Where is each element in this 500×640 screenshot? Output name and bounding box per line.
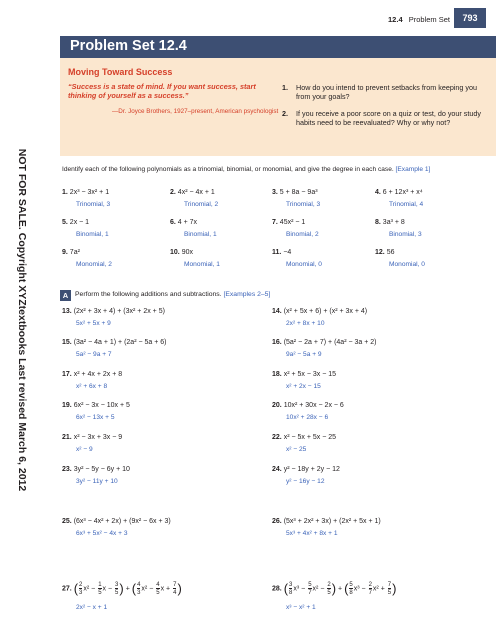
term: x² − [83,585,96,593]
operation-problem [272,308,367,315]
denominator: 8 [349,589,353,596]
problem-expression: (3a² − 4a + 1) + (2a² − 5a + 6) [73,339,167,346]
denominator: 5 [98,589,102,596]
fraction [289,582,292,596]
problem-expression: 45x² − 1 [279,219,306,226]
term: x + [160,585,171,593]
numerator: 5 [349,581,353,588]
problem-number: 3. [272,189,278,196]
classify-answer: Binomial, 1 [184,231,217,238]
denominator: 5 [327,589,331,596]
problem-number: 9. [62,249,68,256]
problem-27 [62,581,182,596]
problem-number: 14. [272,308,282,315]
problem-expression: (6x³ − 4x² + 2x) + (9x² − 6x + 3) [73,518,171,525]
operation-problem [272,371,336,378]
problem-expression: 4x² − 4x + 1 [177,189,215,196]
moving-toward-success-panel [60,58,496,156]
classify-answer: Binomial, 2 [286,231,319,238]
sidebar [0,0,40,640]
section-a-text: Perform the following additions and subtractions. [75,291,222,298]
fraction [79,582,82,596]
classify-problem [62,249,80,256]
denominator: 4 [173,589,177,596]
numerator: 7 [173,581,177,588]
fraction [388,582,391,596]
classify-problem [272,189,318,196]
problem-expression: (5a² − 2a + 7) + (4a² − 3a + 2) [283,339,377,346]
mts-question-num: 1. [282,83,288,92]
operation-answer: 5x² + 5x + 9 [76,320,111,327]
header-section-name: Problem Set [408,15,450,24]
operation-problem [272,518,381,525]
running-header [388,15,450,24]
operation-problem [272,466,340,473]
fraction [349,582,352,596]
answer-27: 2x² − x + 1 [76,604,108,611]
classify-problem [375,189,423,196]
operation-problem [62,371,122,378]
classify-answer: Binomial, 3 [389,231,422,238]
problem-number: 26. [272,518,282,525]
problem-number: 7. [272,219,278,226]
mts-question-1 [284,83,484,102]
close-paren: ) [119,581,124,596]
problem-number: 11. [272,249,282,256]
classify-answer: Trinomial, 3 [76,201,111,208]
open-paren: ( [344,581,349,596]
fraction [369,582,372,596]
operation-answer: x² + 2x − 15 [286,383,321,390]
problem-number: 16. [272,339,282,346]
classify-problem [375,219,405,226]
section-a-badge: A [60,290,71,301]
operation-answer: x² + 6x + 8 [76,383,108,390]
classify-answer: Binomial, 1 [76,231,109,238]
problem-expression: 7a² [69,249,80,256]
operation-problem [62,339,167,346]
problem-expression: 90x [181,249,193,256]
classify-problem [170,249,193,256]
operation-answer: 5x³ + 4x² + 8x + 1 [286,530,338,537]
problem-expression: 2x³ − 3x² + 1 [69,189,110,196]
close-paren: ) [177,581,182,596]
denominator: 7 [308,589,312,596]
denominator: 3 [79,589,83,596]
close-paren: ) [331,581,337,596]
problem-expression: (x² + 5x + 6) + (x² + 3x + 4) [283,308,368,315]
denominator: 8 [289,589,293,596]
classify-answer: Trinomial, 3 [286,201,321,208]
operation-answer: y² − 16y − 12 [286,478,325,485]
numerator: 4 [156,581,160,588]
header-section: 12.4 [388,15,403,24]
classify-problem [62,219,89,226]
operation-problem [62,466,130,473]
denominator: 7 [368,589,372,596]
problem-number: 18. [272,371,282,378]
term: x² + [372,585,385,593]
problem-number: 6. [170,219,176,226]
problem-number: 4. [375,189,381,196]
numerator: 3 [289,581,293,588]
denominator: 5 [387,589,392,596]
quote: “Success is a state of mind. If you want success, start thinking of yourself as a success.” [68,82,256,101]
problem-expression: x² + 4x + 2x + 8 [73,371,123,378]
plus-sign: + [125,585,130,593]
problem-expression: x² − 5x + 5x − 25 [283,434,337,441]
classify-problem [272,219,305,226]
problem-number: 17. [62,371,72,378]
operation-answer: 10x² + 28x − 6 [286,414,329,421]
operation-problem [62,434,122,441]
problem-expression: x² + 5x − 3x − 15 [283,371,337,378]
mts-question-text: If you receive a poor score on a quiz or test, do your study habits need to be reevaluated? Why or why not? [296,109,481,128]
fraction [137,582,140,596]
problem-expression: y² − 18y + 2y − 12 [283,466,340,473]
operation-answer: 6x³ + 5x² − 4x + 3 [76,530,128,537]
problem-number: 12. [375,249,385,256]
operation-answer: x² − 9 [76,446,93,453]
problem-expression: (5x³ + 2x² + 3x) + (2x² + 5x + 1) [283,518,381,525]
numerator: 2 [79,581,83,588]
problem-number: 28. [272,585,282,593]
mts-question-text: How do you intend to prevent setbacks from keeping you from your goals? [296,83,477,102]
mts-question-2 [284,109,484,128]
term: x³ − [293,585,306,593]
problem-number: 27. [62,585,72,593]
operation-answer: 2x² + 8x + 10 [286,320,325,327]
problem-number: 15. [62,339,72,346]
operation-answer: 5a² − 9a + 7 [76,351,112,358]
title-bar [60,36,496,58]
problem-number: 25. [62,518,72,525]
classify-answer: Monomial, 0 [389,261,425,268]
problem-number: 10. [170,249,180,256]
problem-number: 20. [272,402,282,409]
term: x³ − [353,585,366,593]
problem-number: 8. [375,219,381,226]
open-paren: ( [283,581,289,596]
problem-expression: x² − 3x + 3x − 9 [73,434,123,441]
numerator: 5 [308,581,312,588]
mts-heading: Moving Toward Success [68,67,173,77]
operation-answer: x² − 25 [286,446,307,453]
operation-answer: 9a² − 5a + 9 [286,351,322,358]
problem-number: 5. [62,219,68,226]
problem-expression: 3y² − 5y − 6y + 10 [73,466,130,473]
answer-28: x³ − x² + 1 [286,604,316,611]
example-link[interactable]: [Example 1] [395,166,431,173]
denominator: 5 [115,589,119,596]
problem-expression: 2x − 1 [69,219,90,226]
problem-number: 19. [62,402,72,409]
classify-answer: Monomial, 1 [184,261,220,268]
problem-number: 22. [272,434,282,441]
instructions-text: Identify each of the following polynomials as a trinomial, binomial, or monomial, and give the degree in each case. [62,166,394,173]
operation-problem [272,434,336,441]
classify-problem [62,189,109,196]
mts-question-num: 2. [282,109,288,118]
problem-expression: 10x² + 30x − 2x − 6 [283,402,344,409]
problem-expression: 5 + 8a − 9a³ [279,189,318,196]
fraction [173,582,176,596]
section-a-example-link[interactable]: [Examples 2–5] [223,291,271,298]
close-paren: ) [392,581,397,596]
operation-problem [62,402,130,409]
page-number: 793 [454,8,486,28]
problem-expression: (2x² + 3x + 4) + (3x² + 2x + 5) [73,308,165,315]
problem-expression: 4 + 7x [177,219,198,226]
operation-problem [62,518,171,525]
operation-problem [272,339,377,346]
term: x − [102,585,113,593]
page-title: Problem Set 12.4 [70,38,187,54]
problem-number: 1. [62,189,68,196]
numerator: 2 [327,581,331,588]
numerator: 7 [387,581,392,588]
operation-problem [272,402,344,409]
fraction [156,582,159,596]
numerator: 3 [115,581,119,588]
problem-expression: −4 [283,249,292,256]
classify-problem [375,249,394,256]
quote-attribution: —Dr. Joyce Brothers, 1927–present, American psychologist [112,108,279,115]
term: x² − [312,585,325,593]
problem-number: 2. [170,189,176,196]
numerator: 4 [137,581,141,588]
copyright-notice: NOT FOR SALE. Copyright XYZtextbooks Last revised March 6, 2012 [16,148,28,492]
problem-expression: 6 + 12x³ + x⁴ [382,189,423,196]
plus-sign: + [338,585,343,593]
classify-answer: Trinomial, 2 [184,201,219,208]
numerator: 2 [368,581,372,588]
classify-answer: Monomial, 0 [286,261,322,268]
classify-problem [170,219,197,226]
fraction [98,582,101,596]
operation-answer: 6x² − 13x + 5 [76,414,115,421]
denominator: 3 [137,589,141,596]
problem-number: 24. [272,466,282,473]
classify-problem [272,249,291,256]
fraction [308,582,311,596]
problem-number: 21. [62,434,72,441]
problem-number: 23. [62,466,72,473]
problem-28 [272,581,396,596]
open-paren: ( [73,581,79,596]
term: x² − [141,585,154,593]
fraction [115,582,118,596]
problem-expression: 56 [386,249,395,256]
fraction [327,582,330,596]
classify-problem [170,189,215,196]
problem-expression: 3a³ + 8 [382,219,405,226]
problem-number: 13. [62,308,72,315]
operation-answer: 3y² − 11y + 10 [76,478,118,485]
numerator: 1 [98,581,102,588]
problem-expression: 6x² − 3x − 10x + 5 [73,402,130,409]
instructions [62,166,430,173]
open-paren: ( [131,581,137,596]
classify-answer: Trinomial, 4 [389,201,424,208]
operation-problem [62,308,165,315]
classify-answer: Monomial, 2 [76,261,112,268]
denominator: 5 [156,589,160,596]
section-a-instructions [75,291,270,298]
